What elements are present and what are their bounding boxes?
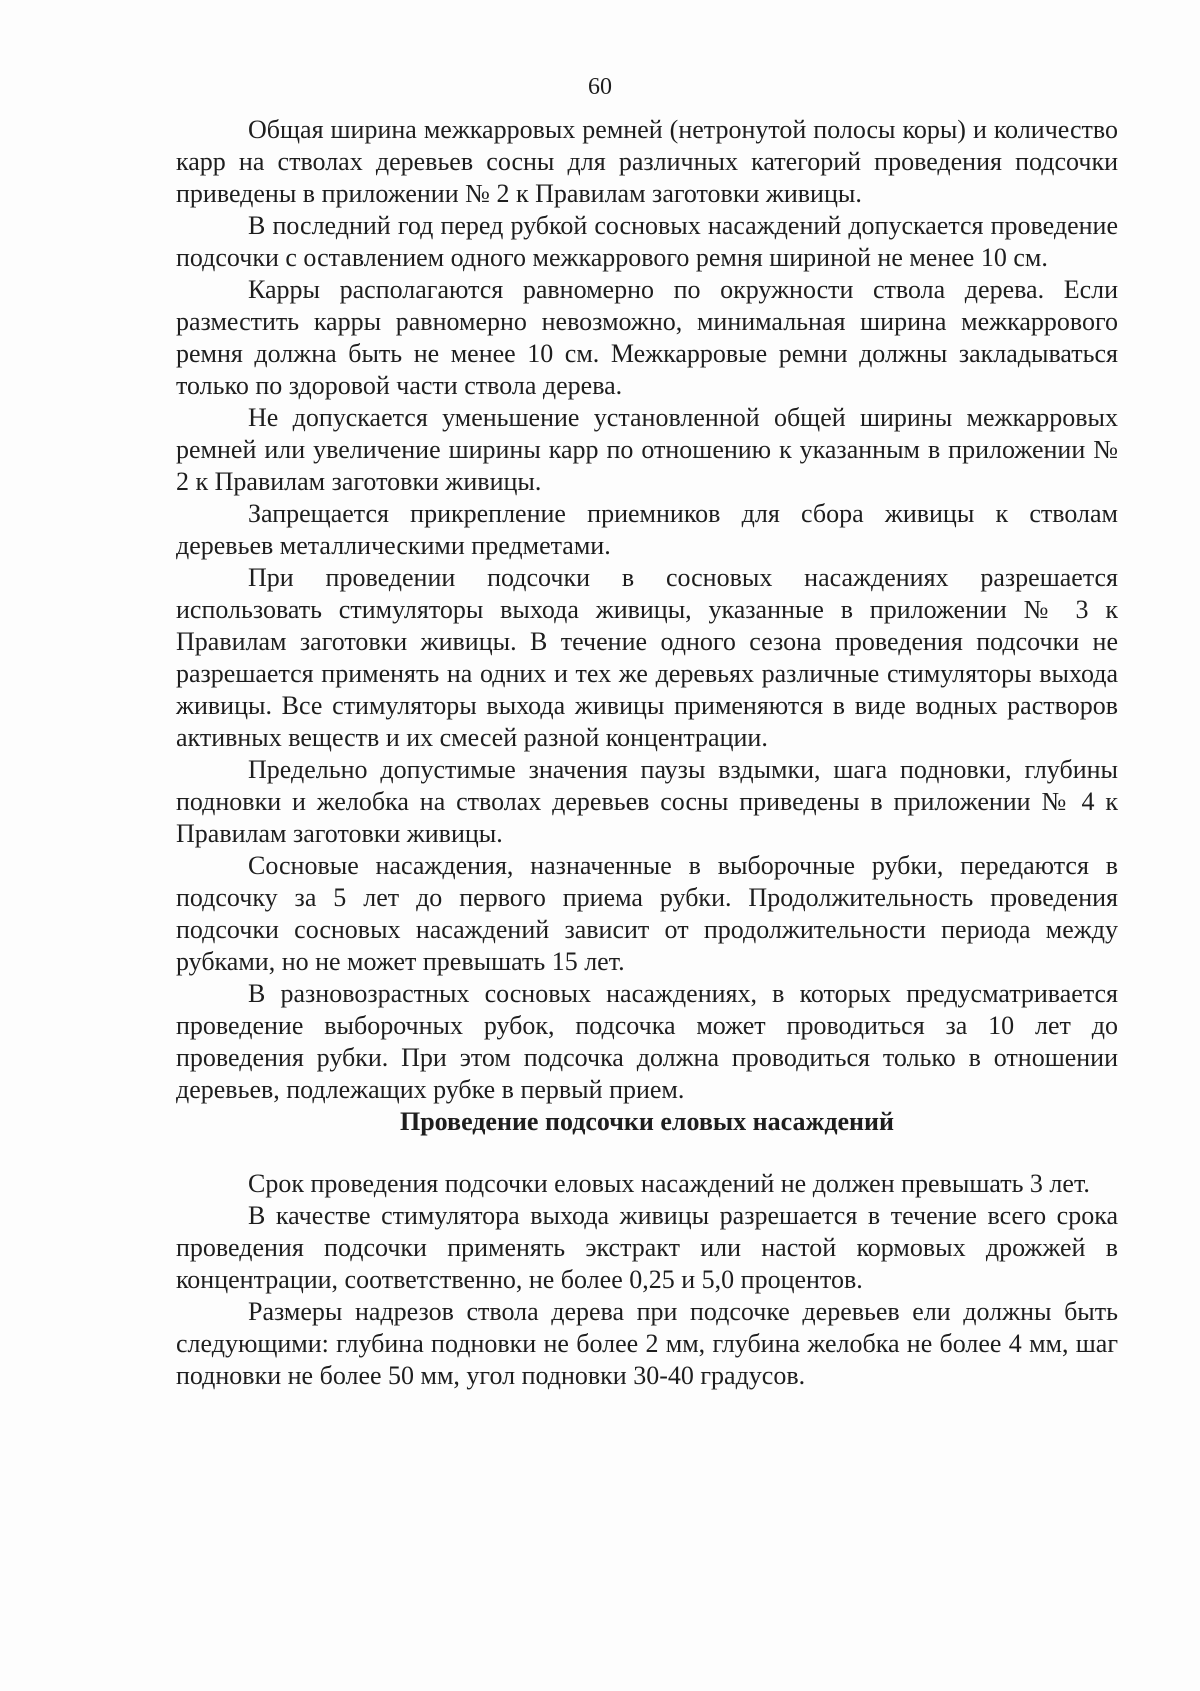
paragraph: Запрещается прикрепление приемников для сбора живицы к стволам деревьев металлическими предметами.: [176, 499, 1118, 560]
paragraph: Общая ширина межкарровых ремней (нетронутой полосы коры) и количество карр на стволах деревьев сосны для различных категорий проведения подсочки приведены в приложении № 2 к Правилам заготовки живицы.: [176, 115, 1118, 208]
paragraph: В качестве стимулятора выхода живицы разрешается в течение всего срока проведения подсочки применять экстракт или настой кормовых дрожжей в концентрации, соответственно, не более 0,25 и 5,0 процентов.: [176, 1201, 1118, 1294]
paragraph: В разновозрастных сосновых насаждениях, в которых предусматривается проведение выборочных рубок, подсочка может проводиться за 10 лет до проведения рубки. При этом подсочка должна проводиться только в отношении деревьев, подлежащих рубке в первый прием.: [176, 979, 1118, 1104]
paragraph: При проведении подсочки в сосновых насаждениях разрешается использовать стимуляторы выхода живицы, указанные в приложении № 3 к Правилам заготовки живицы. В течение одного сезона проведения подсочки не разрешается применять на одних и тех же деревьях различные стимуляторы выхода живицы. Все стимуляторы выхода живицы применяются в виде водных растворов активных веществ и их смесей разной концентрации.: [176, 563, 1118, 752]
paragraph: Срок проведения подсочки еловых насаждений не должен превышать 3 лет.: [248, 1169, 1090, 1198]
page-number: 60: [588, 74, 612, 100]
document-body: [176, 114, 1118, 1392]
paragraph: В последний год перед рубкой сосновых насаждений допускается проведение подсочки с оставлением одного межкаррового ремня шириной не менее 10 см.: [176, 211, 1118, 272]
paragraph: Размеры надрезов ствола дерева при подсочке деревьев ели должны быть следующими: глубина подновки не более 2 мм, глубина желобка не более 4 мм, шаг подновки не более 50 мм, угол подновки 30-40 градусов.: [176, 1297, 1118, 1390]
paragraph: Карры располагаются равномерно по окружности ствола дерева. Если разместить карры равномерно невозможно, минимальная ширина межкаррового ремня должна быть не менее 10 см. Межкарровые ремни должны закладываться только по здоровой части ствола дерева.: [176, 275, 1118, 400]
paragraph: Не допускается уменьшение установленной общей ширины межкарровых ремней или увеличение ширины карр по отношению к указанным в приложении № 2 к Правилам заготовки живицы.: [176, 403, 1118, 496]
paragraph: Сосновые насаждения, назначенные в выборочные рубки, передаются в подсочку за 5 лет до первого приема рубки. Продолжительность проведения подсочки сосновых насаждений зависит от продолжительности периода между рубками, но не может превышать 15 лет.: [176, 851, 1118, 976]
section-heading: Проведение подсочки еловых насаждений: [400, 1107, 894, 1136]
paragraph: Предельно допустимые значения паузы вздымки, шага подновки, глубины подновки и желобка на стволах деревьев сосны приведены в приложении № 4 к Правилам заготовки живицы.: [176, 755, 1118, 848]
